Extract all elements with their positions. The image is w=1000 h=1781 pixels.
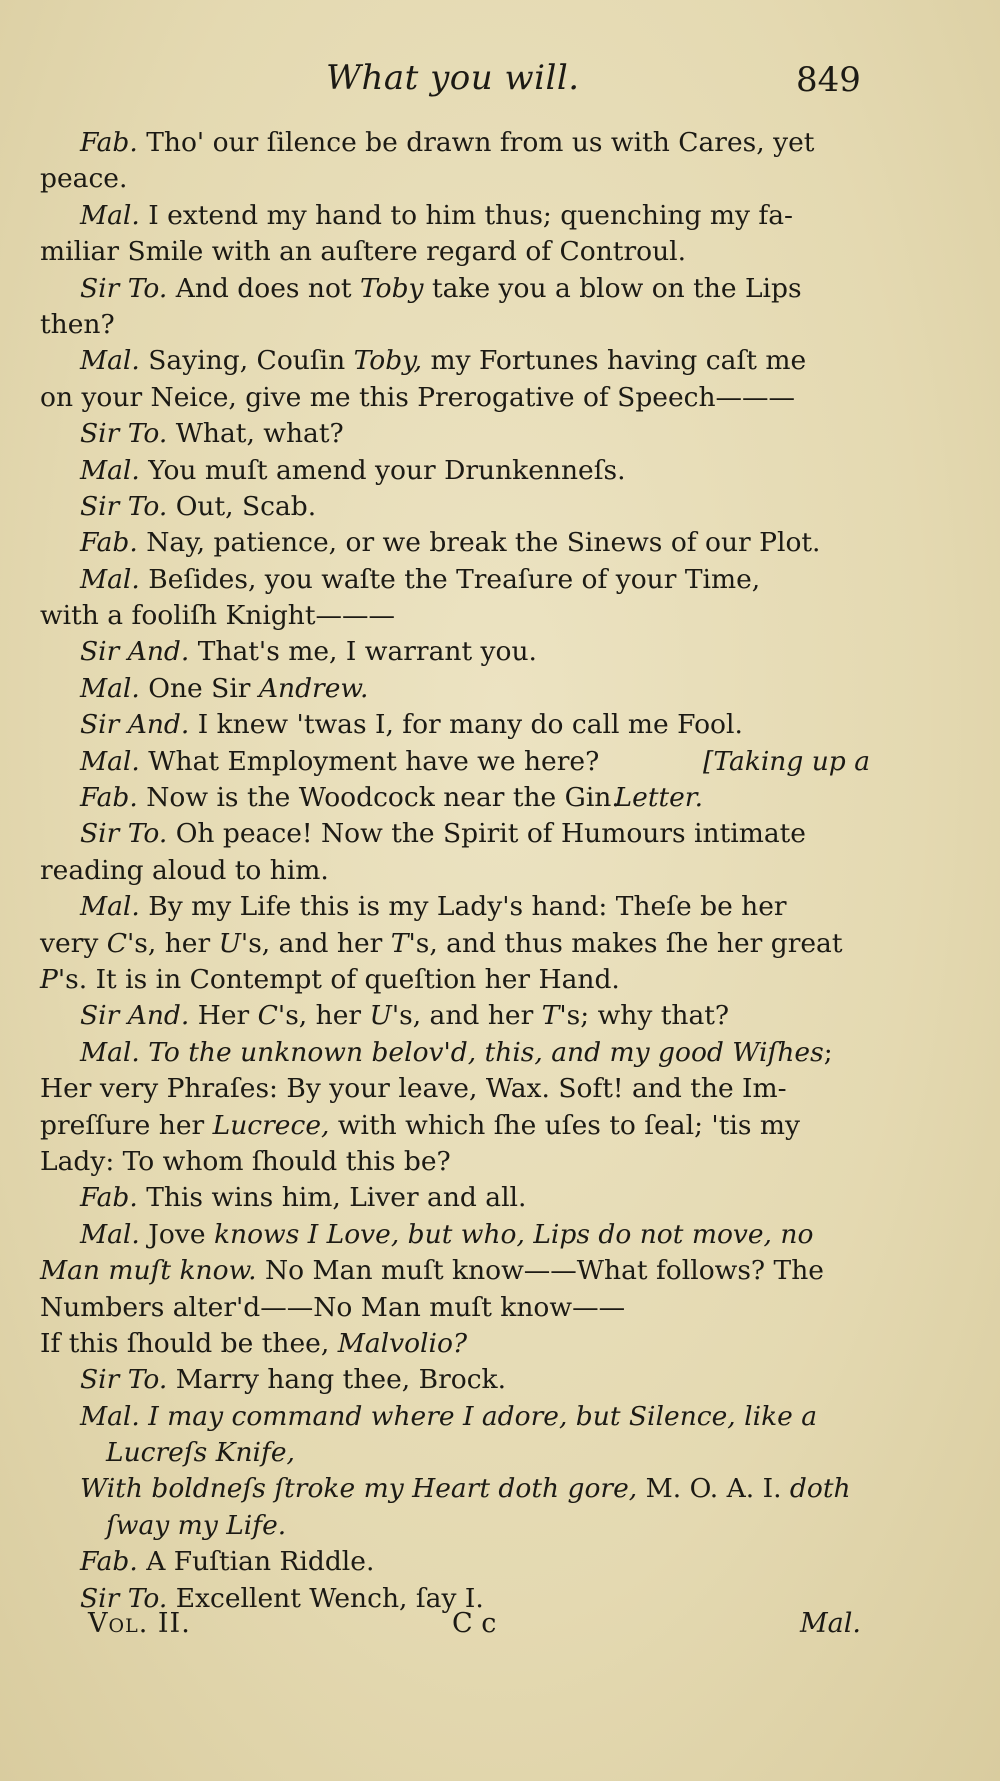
text-line — [40, 1326, 870, 1362]
text-run: 's, and thus makes ſhe her great — [408, 927, 843, 959]
text-run: No Man muſt know——What follows? The — [256, 1255, 824, 1287]
text-run: 's, her — [127, 927, 219, 959]
running-title: What you will. — [326, 58, 580, 98]
text-run: Saying, Couſin — [139, 345, 354, 377]
text-line — [40, 780, 870, 816]
text-run: 's, and her — [240, 927, 391, 959]
text-run: M. O. A. I. — [637, 1473, 790, 1505]
text-line — [40, 161, 870, 197]
text-line — [40, 1471, 870, 1507]
text-line — [40, 453, 870, 489]
text-line — [40, 1544, 870, 1580]
italic-run: U — [369, 1000, 392, 1032]
text-line — [40, 1108, 870, 1144]
text-run: If this ſhould be thee, — [40, 1327, 338, 1359]
speaker-name: Mal. — [80, 1400, 140, 1432]
speaker-name: Mal. — [80, 891, 140, 923]
text-line — [40, 853, 870, 889]
speaker-name: Sir To. — [80, 818, 168, 850]
italic-run: P — [40, 963, 58, 995]
text-line — [40, 198, 870, 234]
italic-run: doth — [789, 1473, 851, 1505]
speaker-name: Mal. — [80, 745, 140, 777]
text-line — [40, 1071, 870, 1107]
text-line — [40, 125, 870, 161]
speaker-name: Mal. — [80, 672, 140, 704]
text-run: then? — [40, 308, 115, 340]
text-run: with a fooliſh Knight——— — [40, 600, 396, 632]
play-text — [40, 125, 870, 1617]
italic-run: T — [541, 1000, 560, 1032]
text-line — [40, 634, 870, 670]
page-footer — [0, 1608, 1000, 1648]
text-line — [40, 1253, 870, 1289]
speaker-name: Mal. — [80, 1218, 140, 1250]
text-run: my Fortunes having caſt me — [422, 345, 807, 377]
page-header — [0, 58, 1000, 108]
text-line — [40, 416, 870, 452]
italic-run: Toby, — [353, 345, 423, 377]
text-run: 's, her — [277, 1000, 370, 1032]
text-line — [40, 562, 870, 598]
text-run: What, what? — [167, 418, 344, 450]
text-run: take you a blow on the Lips — [423, 272, 802, 304]
speaker-name: Sir And. — [80, 709, 190, 741]
text-run: One Sir — [139, 672, 259, 704]
text-line — [40, 380, 870, 416]
text-line — [40, 744, 870, 780]
text-run: Out, Scab. — [167, 490, 317, 522]
text-line — [40, 271, 870, 307]
text-run: peace. — [40, 163, 128, 195]
text-run: You muſt amend your Drunkenneſs. — [139, 454, 626, 486]
text-line — [40, 1180, 870, 1216]
italic-run: knows I Love, but who, Lips do not move, no — [213, 1218, 814, 1250]
stage-direction: [Taking up a — [703, 745, 870, 777]
catchword: Mal. — [800, 1608, 861, 1639]
text-run: preſſure her — [40, 1109, 213, 1141]
text-line — [40, 489, 870, 525]
speaker-name: Sir To. — [80, 272, 168, 304]
text-run: Nay, patience, or we break the Sinews of our Plot. — [137, 527, 821, 559]
italic-run: Toby — [360, 272, 424, 304]
italic-run: ſway my Life. — [106, 1509, 287, 1541]
text-run: By my Life this is my Lady's hand: Theſe be her — [139, 891, 787, 923]
speaker-name: Fab. — [80, 127, 138, 158]
text-run: 's, and her — [391, 1000, 542, 1032]
text-run: 's; why that? — [559, 1000, 730, 1032]
page-number: 849 — [796, 60, 861, 100]
text-line — [40, 1035, 870, 1071]
speaker-name: Sir To. — [80, 490, 168, 522]
text-run: I extend my hand to him thus; quenching my fa- — [139, 199, 793, 231]
text-line — [40, 234, 870, 270]
text-line — [40, 707, 870, 743]
text-line — [40, 525, 870, 561]
italic-run: To the unknown belov'd, this, and my good Wiſhes — [139, 1036, 824, 1068]
speaker-name: Fab. — [80, 782, 138, 814]
text-run: Jove — [139, 1218, 214, 1250]
speaker-name: Mal. — [80, 345, 140, 377]
text-run: Excellent Wench, ſay I. — [167, 1582, 484, 1614]
text-run: Now is the Woodcock near the Gin. — [137, 782, 620, 814]
italic-run: C — [106, 927, 127, 959]
text-line — [40, 926, 870, 962]
speaker-name: Sir To. — [80, 1582, 168, 1614]
text-run: with which ſhe uſes to ſeal; 'tis my — [329, 1109, 800, 1141]
speaker-name: Mal. — [80, 563, 140, 595]
text-run: That's me, I warrant you. — [189, 636, 537, 668]
text-run: on your Neice, give me this Prerogative of Speech——— — [40, 381, 796, 413]
text-run: 's. It is in Contempt of queſtion her Hand. — [57, 963, 620, 995]
text-line — [40, 1217, 870, 1253]
text-line — [40, 816, 870, 852]
italic-run: T — [390, 927, 409, 959]
speaker-name: Sir And. — [80, 1000, 190, 1032]
italic-run: U — [218, 927, 241, 959]
text-run: Tho' our ſilence be drawn from us with Cares, yet — [137, 127, 815, 158]
text-run: A Fuſtian Riddle. — [137, 1546, 375, 1578]
text-run: miliar Smile with an auſtere regard of Controul. — [40, 236, 687, 268]
text-run: very — [40, 927, 107, 959]
speaker-name: Sir To. — [80, 418, 168, 450]
text-run: reading aloud to him. — [40, 854, 329, 886]
speaker-name: Sir And. — [80, 636, 190, 668]
text-line — [40, 307, 870, 343]
text-run: ; — [823, 1036, 833, 1068]
text-line — [40, 598, 870, 634]
text-line — [40, 671, 870, 707]
italic-run: Andrew. — [258, 672, 369, 704]
text-run: Numbers alter'd——No Man muſt know—— — [40, 1291, 626, 1323]
text-line — [40, 1144, 870, 1180]
speaker-name: Fab. — [80, 1182, 138, 1214]
text-line — [40, 889, 870, 925]
italic-run: With boldneſs ſtroke my Heart doth gore, — [80, 1473, 638, 1505]
italic-run: Man muſt know. — [40, 1255, 257, 1287]
text-run: I knew 'twas I, for many do call me Fool. — [189, 709, 743, 741]
italic-run: Malvolio? — [337, 1327, 468, 1359]
text-line — [40, 1362, 870, 1398]
text-line — [40, 1435, 870, 1471]
text-run: Her very Phraſes: By your leave, Wax. Soft! and the Im- — [40, 1073, 787, 1105]
text-line — [40, 962, 870, 998]
volume-label: Vol. II. — [88, 1608, 191, 1639]
text-run: Marry hang thee, Brock. — [167, 1364, 507, 1396]
speaker-name: Mal. — [80, 1036, 140, 1068]
italic-run: Lucreſs Knife, — [106, 1437, 295, 1469]
text-run: Beſides, you waſte the Treaſure of your Time, — [139, 563, 761, 595]
text-run: Oh peace! Now the Spirit of Humours intimate — [167, 818, 806, 850]
signature-mark: C c — [452, 1608, 497, 1639]
text-run: Her — [189, 1000, 258, 1032]
speaker-name: Mal. — [80, 454, 140, 486]
speaker-name: Fab. — [80, 1546, 138, 1578]
italic-run: Lucrece, — [212, 1109, 330, 1141]
text-run: Lady: To whom ſhould this be? — [40, 1145, 451, 1177]
speaker-name: Sir To. — [80, 1364, 168, 1396]
text-line — [40, 343, 870, 379]
italic-run: I may command where I adore, but Silence, like a — [139, 1400, 818, 1432]
text-line — [40, 1290, 870, 1326]
text-run: And does not — [167, 272, 360, 304]
text-run: What Employment have we here? — [139, 745, 600, 777]
text-line — [40, 998, 870, 1034]
speaker-name: Mal. — [80, 199, 140, 231]
text-line — [40, 1508, 870, 1544]
stage-direction: Letter. — [614, 782, 703, 814]
speaker-name: Fab. — [80, 527, 138, 559]
text-line — [40, 1399, 870, 1435]
italic-run: C — [257, 1000, 278, 1032]
text-run: This wins him, Liver and all. — [137, 1182, 527, 1214]
